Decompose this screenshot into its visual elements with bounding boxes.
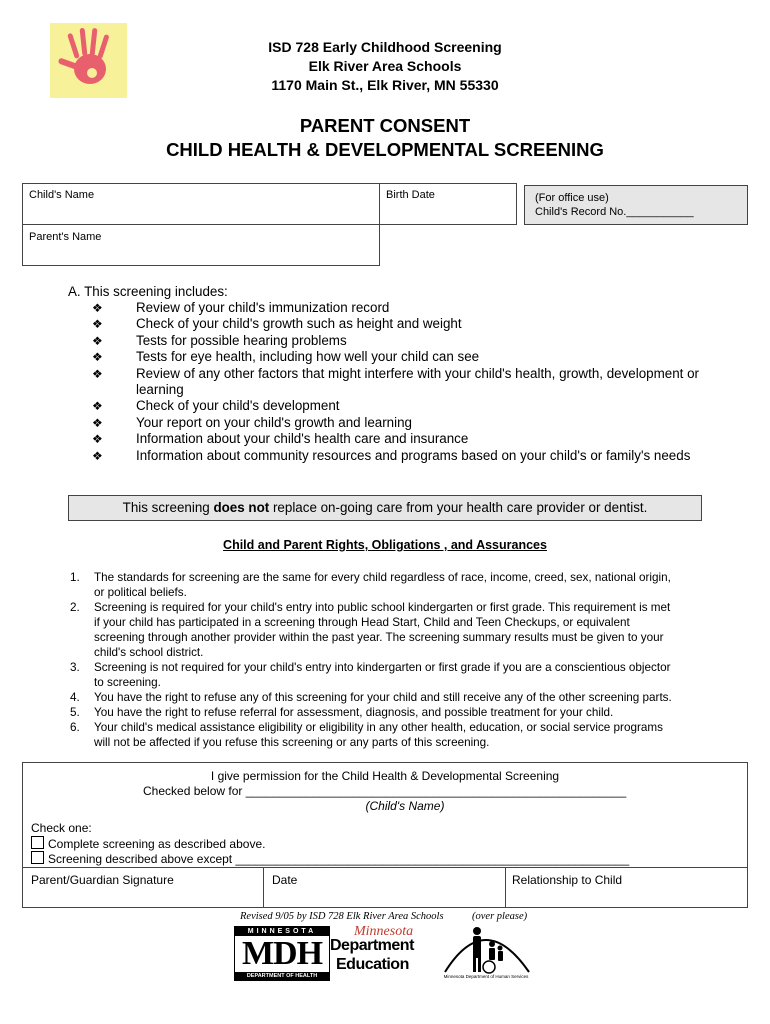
list-item: Screening is required for your child's entry into public school kindergarten or first grade. This requirement is met: [94, 601, 671, 614]
list-item: Tests for possible hearing problems: [136, 332, 347, 348]
date-label: Date: [272, 873, 298, 887]
notice-text-before: This screening: [122, 500, 214, 515]
list-item-continuation: if your child has participated in a screening through Head Start, Child and Teen Checkups, or equivalent: [94, 616, 630, 629]
list-item: Information about community resources and programs based on your child's or family's needs: [136, 447, 691, 463]
header-line-3: 1170 Main St., Elk River, MN 55330: [271, 77, 499, 93]
over-please-note: (over please): [472, 911, 528, 922]
option-except-label: Screening described above except ___________________________________________________________: [48, 852, 630, 866]
mde-logo-line-1: Department: [330, 937, 414, 954]
mde-logo: [330, 924, 438, 982]
list-item-continuation: to screening.: [94, 676, 161, 689]
list-item: The standards for screening are the same for every child regardless of race, income, creed, sex, national origin,: [94, 571, 671, 584]
signature-label: Parent/Guardian Signature: [31, 873, 174, 887]
page-title-line-1: PARENT CONSENT: [299, 115, 471, 136]
bullet-icon: ❖: [92, 301, 103, 315]
list-item: Check of your child's growth such as height and weight: [136, 316, 462, 332]
mde-logo-line-2: Education: [336, 956, 409, 973]
office-use-box: [524, 185, 748, 225]
option-complete[interactable]: [31, 836, 265, 851]
list-item: Review of any other factors that might interfere with your child's health, growth, development or: [136, 365, 700, 381]
permission-line-1: I give permission for the Child Health & Developmental Screening: [210, 769, 560, 783]
revision-note: Revised 9/05 by ISD 728 Elk River Area Schools: [240, 911, 444, 922]
rights-heading: Child and Parent Rights, Obligations , and Assurances: [223, 538, 547, 552]
list-item: Review of your child's immunization record: [136, 300, 390, 315]
record-number-label: Child's Record No.___________: [535, 206, 694, 218]
family-silhouette-icon: [437, 922, 535, 974]
signature-field[interactable]: [23, 867, 263, 907]
list-item: Information about your child's health care and insurance: [136, 431, 469, 447]
list-number: 3.: [70, 661, 80, 674]
page-title-line-2: CHILD HEALTH & DEVELOPMENTAL SCREENING: [166, 139, 604, 160]
parent-name-label: Parent's Name: [29, 231, 102, 243]
birth-date-label: Birth Date: [386, 189, 435, 201]
section-a-intro: A. This screening includes:: [68, 284, 228, 299]
bullet-icon: ❖: [92, 448, 103, 463]
dhs-logo-caption: Minnesota Department of Human Services: [443, 974, 529, 979]
mdh-logo-top: MINNESOTA: [235, 927, 329, 936]
option-complete-label: Complete screening as described above.: [48, 837, 266, 851]
checkbox-complete[interactable]: [31, 836, 44, 849]
list-number: 5.: [70, 706, 80, 719]
list-item: Your report on your child's growth and learning: [136, 414, 412, 430]
list-item: Check of your child's development: [136, 398, 340, 414]
list-item: Your child's medical assistance eligibility or eligibility in any other health, education, or social service programs: [94, 721, 663, 734]
header-line-1: ISD 728 Early Childhood Screening: [268, 39, 502, 55]
mdh-logo-bottom: DEPARTMENT OF HEALTH: [235, 972, 329, 980]
checkbox-except[interactable]: [31, 851, 44, 864]
office-use-line-1: (For office use): [535, 192, 609, 204]
screening-items-list: [0, 300, 770, 470]
permission-box: [22, 762, 748, 908]
bullet-icon: ❖: [92, 432, 103, 447]
notice-text-after: replace on-going care from your health care provider or dentist.: [269, 500, 648, 515]
mdh-logo: [234, 926, 330, 981]
notice-text-bold: does not: [213, 500, 270, 515]
child-name-label: Child's Name: [29, 189, 95, 201]
notice-box: [68, 495, 702, 521]
relationship-field[interactable]: [506, 867, 747, 907]
bullet-icon: ❖: [92, 350, 103, 365]
birth-date-field[interactable]: [379, 183, 517, 225]
list-number: 1.: [70, 571, 80, 584]
relationship-label: Relationship to Child: [512, 873, 623, 887]
check-one-label: Check one:: [31, 821, 92, 835]
bullet-icon: ❖: [92, 333, 103, 348]
dhs-logo: [437, 922, 535, 982]
bullet-icon: ❖: [92, 399, 103, 414]
option-except[interactable]: [31, 851, 629, 866]
permission-line-2: Checked below for _________________________________________________________: [143, 784, 627, 798]
list-item: You have the right to refuse any of this screening for your child and still receive any of the other screening parts.: [94, 691, 672, 704]
list-number: 4.: [70, 691, 80, 704]
child-name-caption: (Child's Name): [365, 799, 445, 813]
bullet-icon: ❖: [92, 415, 103, 430]
list-item: You have the right to refuse referral for assessment, diagnosis, and possible treatment for your child.: [94, 706, 614, 719]
mde-logo-script: Minnesota: [354, 924, 414, 939]
bullet-icon: ❖: [92, 317, 103, 332]
list-number: 2.: [70, 601, 80, 614]
list-item: Screening is not required for your child's entry into kindergarten or first grade if you are a conscientious objector: [94, 661, 671, 674]
list-item-continuation: screening through another provider within the past year. The screening summary results must be given to your: [94, 631, 664, 644]
list-item-continuation: will not be affected if you refuse this screening or any parts of this screening.: [94, 736, 490, 749]
header-line-2: Elk River Area Schools: [308, 58, 462, 74]
child-name-field[interactable]: [22, 183, 380, 225]
list-item-continuation: child's school district.: [94, 646, 204, 659]
mdh-logo-main: MDH: [241, 935, 323, 972]
rights-list: [0, 570, 770, 755]
list-number: 6.: [70, 721, 80, 734]
bullet-icon: ❖: [92, 366, 103, 381]
list-item-continuation: or political beliefs.: [94, 586, 187, 599]
parent-name-field[interactable]: [22, 224, 380, 266]
date-field[interactable]: [264, 867, 505, 907]
list-item-continuation: learning: [136, 382, 184, 397]
list-item: Tests for eye health, including how well your child can see: [136, 349, 480, 365]
